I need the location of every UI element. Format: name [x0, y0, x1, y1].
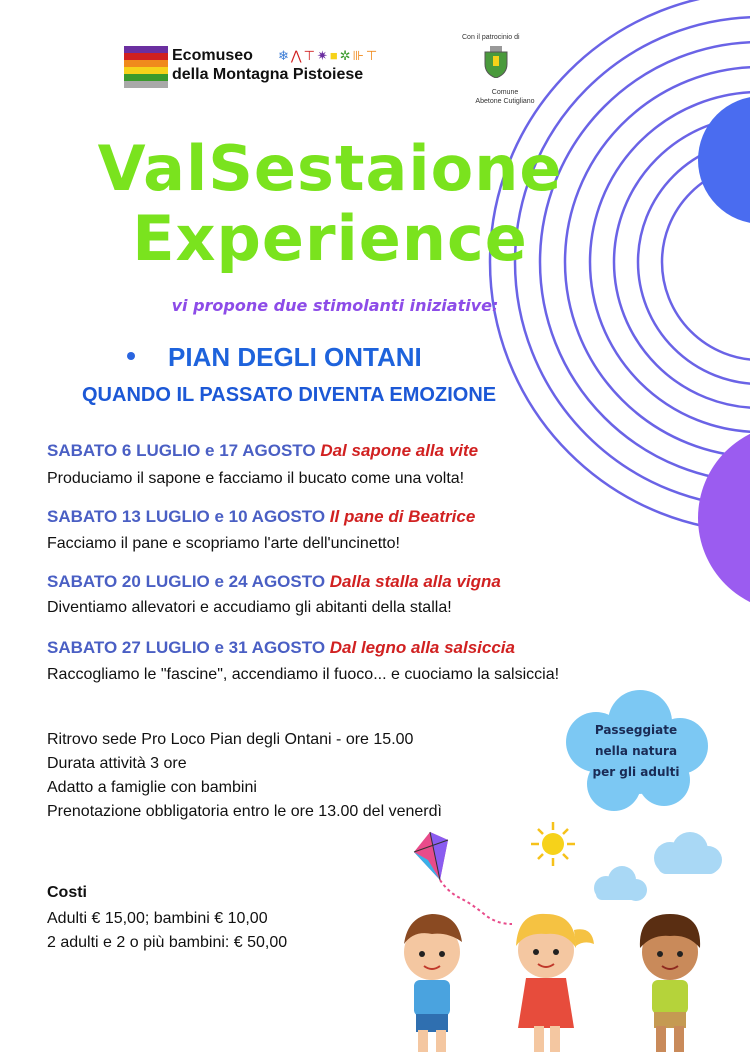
- cloud-line1: Passeggiate: [594, 723, 678, 737]
- stripe: [124, 74, 168, 81]
- child-boy-left: [404, 914, 462, 1052]
- stripe: [124, 60, 168, 67]
- event-name: Dalla stalla alla vigna: [329, 572, 501, 591]
- subtitle: vi propone due stimolanti iniziative:: [171, 296, 499, 315]
- event-heading: [47, 638, 515, 658]
- event-dates: SABATO 20 LUGLIO e 24 AGOSTO: [47, 572, 326, 591]
- event-description: Facciamo il pane e scopriamo l'arte dell'uncinetto!: [47, 535, 400, 552]
- info-meeting: Ritrovo sede Pro Loco Pian degli Ontani - ore 15.00: [47, 731, 414, 748]
- event-dates: SABATO 27 LUGLIO e 31 AGOSTO: [47, 638, 326, 657]
- sponsor-name: [462, 88, 548, 106]
- cloud-line3: per gli adulti: [592, 765, 680, 779]
- info-booking: Prenotazione obbligatoria entro le ore 13.00 del venerdì: [47, 803, 442, 820]
- purple-dot: [698, 424, 750, 612]
- stripe: [124, 46, 168, 53]
- event-name: Dal legno alla salsiccia: [329, 638, 515, 657]
- event-dates: SABATO 6 LUGLIO e 17 AGOSTO: [47, 441, 316, 460]
- event-heading: [47, 572, 501, 592]
- event-heading: [47, 441, 478, 461]
- logo-line1: Ecomuseo: [172, 47, 253, 64]
- ecomuseo-logo-mark: [124, 46, 168, 88]
- costs-title: Costi: [47, 884, 87, 901]
- location-tagline: QUANDO IL PASSATO DIVENTA EMOZIONE: [82, 384, 497, 406]
- event-description: Raccogliamo le "fascine", accendiamo il fuoco... e cuociamo la salsiccia!: [47, 666, 560, 683]
- child-girl-center: [516, 914, 594, 1052]
- costs-line1: Adulti € 15,00; bambini € 10,00: [47, 910, 268, 927]
- event-dates: SABATO 13 LUGLIO e 10 AGOSTO: [47, 507, 326, 526]
- sponsor-name-line1: Comune: [491, 89, 519, 96]
- cloud-callout: [576, 720, 696, 783]
- info-duration: Durata attività 3 ore: [47, 755, 187, 772]
- kite-icon: [414, 832, 512, 924]
- event-description: Produciamo il sapone e facciamo il bucato come una volta!: [47, 470, 465, 487]
- event-heading: [47, 507, 475, 527]
- stripe: [124, 67, 168, 74]
- page-title-line2: Experience: [132, 202, 528, 275]
- info-audience: Adatto a famiglie con bambini: [47, 779, 257, 796]
- ecomuseo-symbols-icon: ❄⋀⊤✷■✲⊪⊤: [278, 48, 380, 63]
- page-title-line1: ValSestaione: [97, 132, 563, 205]
- cloud-line2: nella natura: [594, 744, 678, 758]
- sponsor-label: Con il patrocinio di: [462, 34, 520, 41]
- event-name: Il pane di Beatrice: [329, 507, 476, 526]
- costs-line2: 2 adulti e 2 o più bambini: € 50,00: [47, 934, 288, 951]
- municipal-crest-icon: [483, 46, 509, 78]
- logo-line2: della Montagna Pistoiese: [172, 66, 364, 83]
- location-title: PIAN DEGLI ONTANI: [168, 342, 422, 372]
- small-cloud: [594, 866, 647, 901]
- small-cloud: [654, 832, 722, 874]
- event-description: Diventiamo allevatori e accudiamo gli abitanti della stalla!: [47, 599, 452, 616]
- sponsor-name-line2: Abetone Cutigliano: [475, 98, 535, 105]
- child-boy-right: [640, 914, 700, 1052]
- bullet-icon: [127, 352, 135, 360]
- stripe: [124, 53, 168, 60]
- event-name: Dal sapone alla vite: [320, 441, 479, 460]
- blue-dot: [698, 96, 750, 224]
- stripe: [124, 81, 168, 88]
